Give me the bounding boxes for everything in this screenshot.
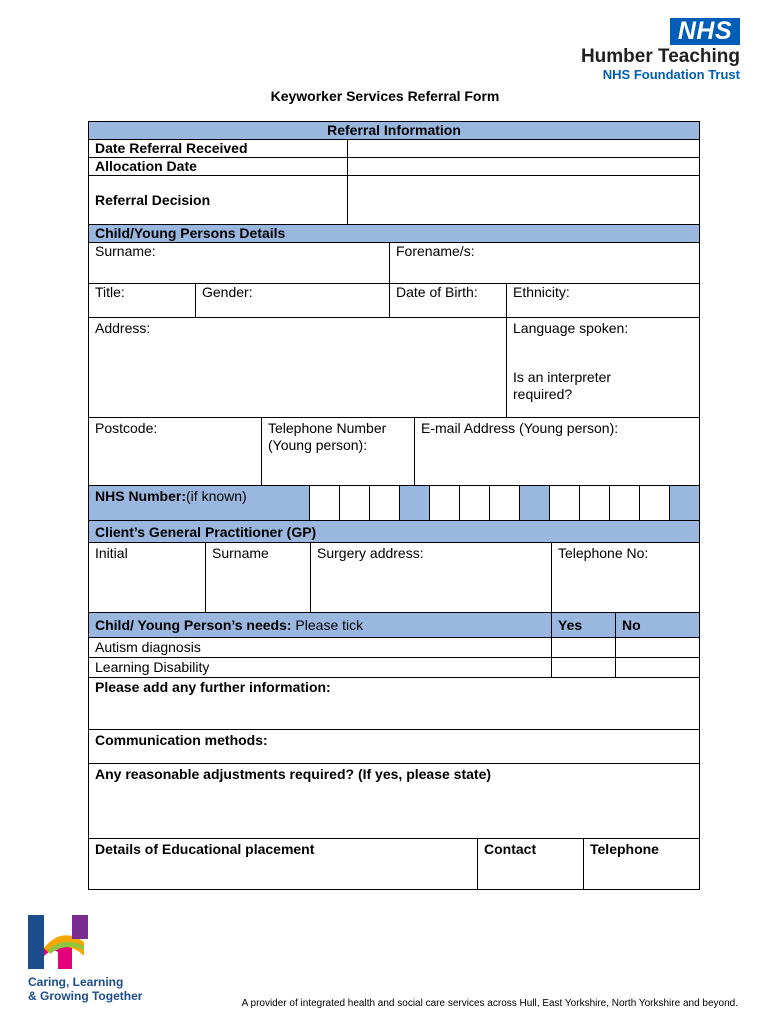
nhs-digit-box[interactable] (639, 485, 670, 521)
young-person-phone-field[interactable] (261, 417, 415, 486)
tagline-line2: & Growing Together (28, 989, 143, 1003)
gp-telephone-field[interactable] (551, 542, 700, 613)
gp-initial-field[interactable] (88, 542, 206, 613)
learning-disability-no-checkbox[interactable] (615, 657, 700, 678)
surname-field[interactable] (88, 242, 390, 284)
phone-label-line1: Telephone Number (268, 420, 387, 436)
date-received-field[interactable] (347, 139, 700, 158)
address-field[interactable] (88, 317, 507, 418)
provider-statement: A provider of integrated health and social care services across Hull, East Yorkshire, North Yorkshire and beyond. (241, 998, 738, 1009)
education-details-field[interactable] (88, 838, 478, 890)
nhs-digit-separator (669, 485, 700, 521)
ethnicity-field[interactable] (506, 283, 700, 318)
gp-initial-label: Initial (95, 545, 128, 561)
nhs-digit-separator (519, 485, 550, 521)
nhs-number-hint: (if known) (186, 488, 247, 504)
email-label: E-mail Address (Young person): (421, 420, 619, 436)
nhs-digit-box[interactable] (489, 485, 520, 521)
decision-field[interactable] (347, 175, 700, 225)
further-info-label: Please add any further information: (95, 679, 331, 695)
autism-yes-checkbox[interactable] (551, 637, 616, 658)
gp-surgery-label: Surgery address: (317, 545, 424, 561)
tagline-line1: Caring, Learning (28, 975, 124, 989)
nhs-number-label (88, 485, 310, 521)
nhs-number-title: NHS Number: (95, 488, 187, 504)
language-label: Language spoken: (513, 320, 629, 336)
title-label: Title: (95, 284, 125, 300)
gender-label: Gender: (202, 284, 253, 300)
gp-surname-field[interactable] (205, 542, 311, 613)
needs-instruction: Please tick (291, 617, 364, 633)
further-info-field[interactable] (88, 677, 700, 730)
education-details-label: Details of Educational placement (95, 841, 315, 857)
org-name: Humber Teaching (580, 46, 740, 67)
dob-field[interactable] (389, 283, 507, 318)
nhs-digit-box[interactable] (339, 485, 370, 521)
language-field[interactable] (506, 317, 700, 418)
ethnicity-label: Ethnicity: (513, 284, 570, 300)
forename-label: Forename/s: (396, 243, 475, 259)
date-received-label: Date Referral Received (88, 139, 348, 158)
nhs-digit-separator (399, 485, 430, 521)
child-heading: Child/Young Persons Details (88, 224, 700, 243)
interpreter-label-line2: required? (513, 386, 573, 402)
learning-disability-yes-checkbox[interactable] (551, 657, 616, 678)
education-telephone-label: Telephone (590, 841, 659, 857)
postcode-field[interactable] (88, 417, 262, 486)
surname-label: Surname: (95, 243, 156, 259)
adjustments-label: Any reasonable adjustments required? (If yes, please state) (95, 766, 492, 782)
needs-no-heading: No (615, 612, 700, 638)
communication-field[interactable] (88, 729, 700, 764)
nhs-digit-box[interactable] (459, 485, 490, 521)
gp-surgery-address-field[interactable] (310, 542, 552, 613)
nhs-digit-box[interactable] (429, 485, 460, 521)
referral-heading: Referral Information (88, 121, 700, 140)
education-contact-field[interactable] (477, 838, 584, 890)
needs-yes-heading: Yes (551, 612, 616, 638)
need-item-autism: Autism diagnosis (88, 637, 552, 658)
caring-learning-logo-icon (28, 912, 90, 972)
adjustments-field[interactable] (88, 763, 700, 839)
decision-label: Referral Decision (88, 175, 348, 225)
education-contact-label: Contact (484, 841, 537, 857)
autism-no-checkbox[interactable] (615, 637, 700, 658)
nhs-digit-box[interactable] (579, 485, 610, 521)
nhs-digit-box[interactable] (369, 485, 400, 521)
interpreter-label-line1: Is an interpreter (513, 369, 612, 385)
phone-label-line2: (Young person): (268, 437, 368, 453)
nhs-digit-box[interactable] (549, 485, 580, 521)
gp-telephone-label: Telephone No: (558, 545, 649, 561)
gp-surname-label: Surname (212, 545, 269, 561)
nhs-logo: NHS (670, 18, 740, 45)
communication-label: Communication methods: (95, 732, 268, 748)
young-person-email-field[interactable] (414, 417, 700, 486)
org-subtitle: NHS Foundation Trust (602, 67, 740, 82)
need-item-learning-disability: Learning Disability (88, 657, 552, 678)
title-field[interactable] (88, 283, 196, 318)
gender-field[interactable] (195, 283, 390, 318)
allocation-date-field[interactable] (347, 157, 700, 176)
address-label: Address: (95, 320, 151, 336)
needs-heading-title: Child/ Young Person’s needs: (95, 617, 292, 633)
nhs-digit-box[interactable] (609, 485, 640, 521)
education-telephone-field[interactable] (583, 838, 700, 890)
nhs-digit-box[interactable] (309, 485, 340, 521)
postcode-label: Postcode: (95, 420, 158, 436)
needs-heading (88, 612, 552, 638)
allocation-date-label: Allocation Date (88, 157, 348, 176)
gp-heading: Client’s General Practitioner (GP) (88, 520, 700, 543)
form-title: Keyworker Services Referral Form (270, 88, 500, 104)
dob-label: Date of Birth: (396, 284, 478, 300)
forename-field[interactable] (389, 242, 700, 284)
